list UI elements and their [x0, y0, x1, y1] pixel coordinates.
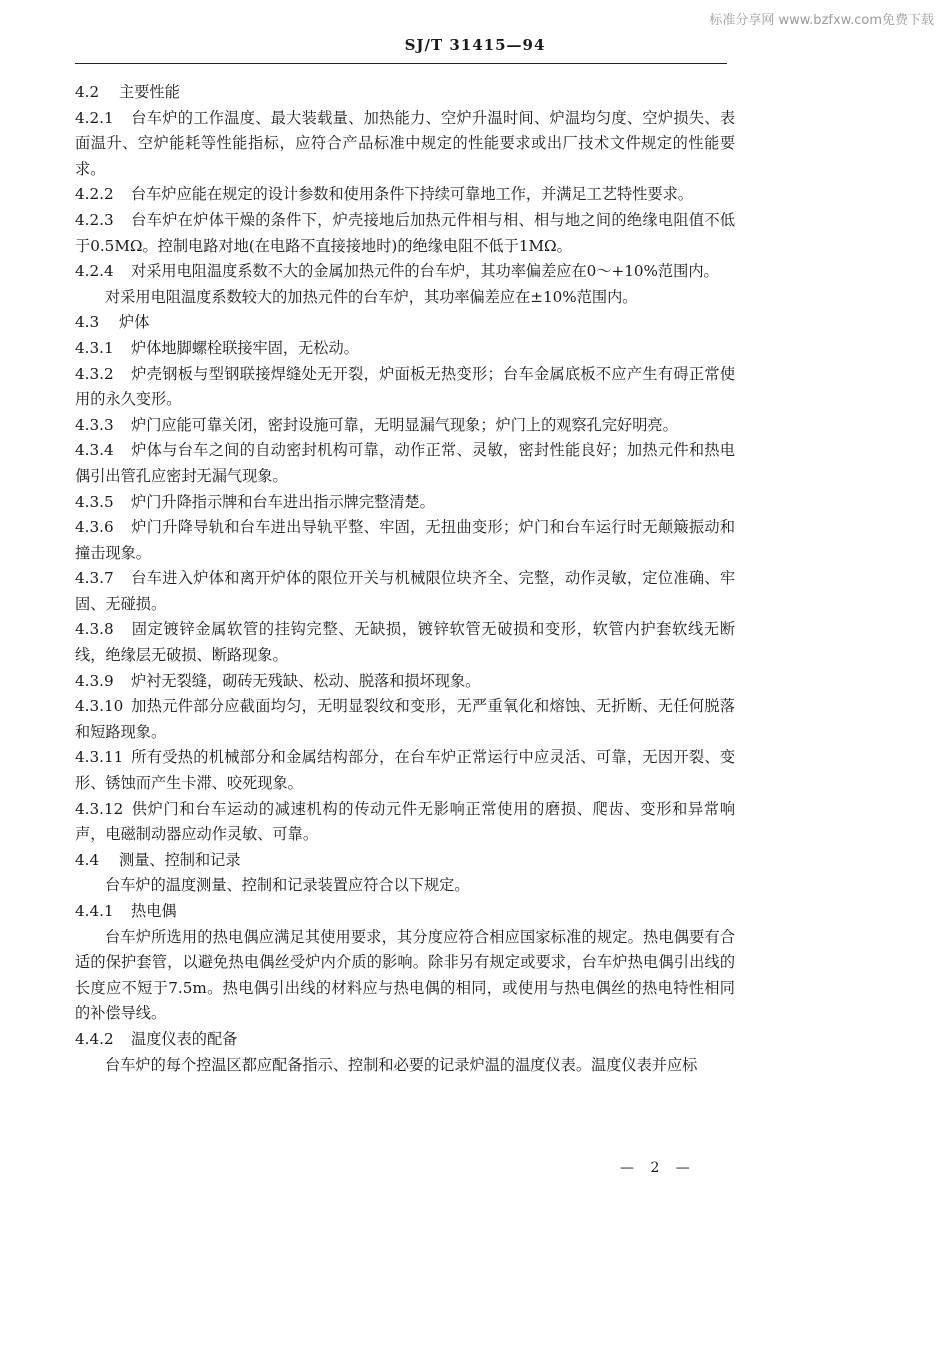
clause-4-3 — [75, 310, 735, 336]
clause-text: 炉壳钢板与型钢联接焊缝处无开裂，炉面板无热变形；台车金属底板不应产生有碍正常使用的永久变形。 — [75, 364, 735, 409]
clause-number: 4.3.6 — [75, 518, 114, 537]
clause-text: 炉体 — [119, 313, 150, 332]
clause-4-3-8 — [75, 617, 735, 668]
clause-4-3-9 — [75, 669, 735, 695]
clause-number: 4.3.12 — [75, 799, 124, 818]
clause-text: 热电偶 — [131, 902, 177, 920]
clause-number: 4.3.4 — [75, 441, 114, 460]
clause-text: 测量、控制和记录 — [119, 850, 241, 869]
paragraph — [75, 925, 735, 1027]
clause-number: 4.2.1 — [75, 108, 114, 127]
clause-4-4 — [75, 848, 735, 874]
clause-text: 台车炉在炉体干燥的条件下，炉壳接地后加热元件相与相、相与地之间的绝缘电阻值不低于0.5MΩ。控制电路对地(在电路不直接接地时)的绝缘电阻不低于1MΩ。 — [75, 210, 735, 255]
clause-text: 主要性能 — [119, 83, 180, 101]
clause-text: 对采用电阻温度系数不大的金属加热元件的台车炉，其功率偏差应在0～+10%范围内。 — [131, 262, 719, 281]
clause-text: 台车进入炉体和离开炉体的限位开关与机械限位块齐全、完整，动作灵敏，定位准确、牢固、无碰损。 — [75, 569, 735, 613]
clause-text: 台车炉应能在规定的设计参数和使用条件下持续可靠地工作，并满足工艺特性要求。 — [131, 185, 693, 204]
clause-text: 温度仪表的配备 — [131, 1029, 238, 1048]
clause-text: 对采用电阻温度系数较大的加热元件的台车炉，其功率偏差应在±10%范围内。 — [105, 287, 638, 306]
watermark: 标准分享网 www.bzfxw.com免费下载 — [709, 13, 934, 28]
paragraph — [75, 873, 735, 899]
clause-number: 4.3.11 — [75, 748, 124, 767]
clause-4-3-7 — [75, 566, 735, 617]
clause-4-3-10 — [75, 694, 735, 745]
clause-text: 固定镀锌金属软管的挂钩完整、无缺损，镀锌软管无破损和变形，软管内护套软线无断线，绝缘层无破损、断路现象。 — [75, 620, 735, 665]
clause-4-3-5 — [75, 490, 735, 516]
clause-4-3-4 — [75, 438, 735, 489]
clause-number: 4.2.2 — [75, 185, 114, 204]
clause-text: 台车炉的温度测量、控制和记录装置应符合以下规定。 — [105, 876, 470, 895]
clause-text: 加热元件部分应截面均匀，无明显裂纹和变形，无严重氧化和熔蚀、无折断、无任何脱落和短路现象。 — [75, 697, 735, 741]
clause-text: 炉门应能可靠关闭，密封设施可靠，无明显漏气现象；炉门上的观察孔完好明亮。 — [131, 415, 678, 434]
page-number: — 2 — — [620, 1160, 696, 1176]
clause-text: 炉体与台车之间的自动密封机构可靠，动作正常、灵敏，密封性能良好；加热元件和热电偶引出管孔应密封无漏气现象。 — [75, 441, 735, 485]
paragraph — [75, 1053, 735, 1079]
clause-number: 4.3.9 — [75, 671, 114, 690]
clause-4-3-3 — [75, 413, 735, 439]
clause-4-2 — [75, 80, 735, 106]
clause-number: 4.2 — [75, 83, 100, 101]
clause-4-3-1 — [75, 336, 735, 362]
paragraph — [75, 285, 735, 311]
clause-number: 4.3.10 — [75, 697, 124, 716]
clause-text: 供炉门和台车运动的减速机构的传动元件无影响正常使用的磨损、爬齿、变形和异常响声，电磁制动器应动作灵敏、可靠。 — [75, 799, 735, 844]
clause-4-2-2 — [75, 182, 735, 208]
header-rule — [75, 63, 727, 64]
clause-number: 4.3.8 — [75, 620, 114, 639]
clause-number: 4.3.5 — [75, 492, 114, 511]
clause-4-4-2 — [75, 1027, 735, 1053]
clause-4-2-4 — [75, 259, 735, 285]
clause-number: 4.4.1 — [75, 902, 114, 920]
clause-text: 炉体地脚螺栓联接牢固，无松动。 — [131, 338, 359, 357]
standard-header: SJ/T 31415—94 — [404, 36, 546, 54]
clause-number: 4.3.7 — [75, 569, 114, 588]
clause-4-4-1 — [75, 899, 735, 925]
clause-4-3-6 — [75, 515, 735, 566]
clause-number: 4.3.2 — [75, 364, 114, 383]
clause-4-3-12 — [75, 797, 735, 848]
clause-text: 台车炉所选用的热电偶应满足其使用要求，其分度应符合相应国家标准的规定。热电偶要有合适的保护套管，以避免热电偶丝受炉内介质的影响。除非另有规定或要求，台车炉热电偶引出线的长度应不短于7.5m。热电偶引出线的材料应与热电偶的相同，或使用与热电偶丝的热电特性相同的补偿导线。 — [75, 927, 735, 1023]
clause-number: 4.4 — [75, 850, 100, 869]
clause-text: 炉门升降指示牌和台车进出指示牌完整清楚。 — [131, 492, 435, 511]
clause-number: 4.3.3 — [75, 415, 114, 434]
clause-text: 台车炉的每个控温区都应配备指示、控制和必要的记录炉温的温度仪表。温度仪表并应标 — [105, 1055, 698, 1074]
clause-number: 4.2.3 — [75, 210, 114, 229]
clause-4-3-2 — [75, 362, 735, 413]
clause-number: 4.3 — [75, 313, 100, 332]
clause-4-2-3 — [75, 208, 735, 259]
clause-number: 4.2.4 — [75, 262, 114, 281]
clause-text: 所有受热的机械部分和金属结构部分，在台车炉正常运行中应灵活、可靠，无因开裂、变形、锈蚀而产生卡滞、咬死现象。 — [75, 748, 735, 793]
clause-text: 炉门升降导轨和台车进出导轨平整、牢固，无扭曲变形；炉门和台车运行时无颠簸振动和撞击现象。 — [75, 518, 735, 562]
clause-text: 炉衬无裂缝，砌砖无残缺、松动、脱落和损坏现象。 — [131, 671, 481, 690]
clause-4-3-11 — [75, 745, 735, 796]
clause-number: 4.3.1 — [75, 338, 114, 357]
document-body — [75, 80, 735, 1078]
clause-4-2-1 — [75, 106, 735, 183]
clause-text: 台车炉的工作温度、最大装载量、加热能力、空炉升温时间、炉温均匀度、空炉损失、表面温升、空炉能耗等性能指标，应符合产品标准中规定的性能要求或出厂技术文件规定的性能要求。 — [75, 108, 735, 178]
clause-number: 4.4.2 — [75, 1029, 114, 1048]
